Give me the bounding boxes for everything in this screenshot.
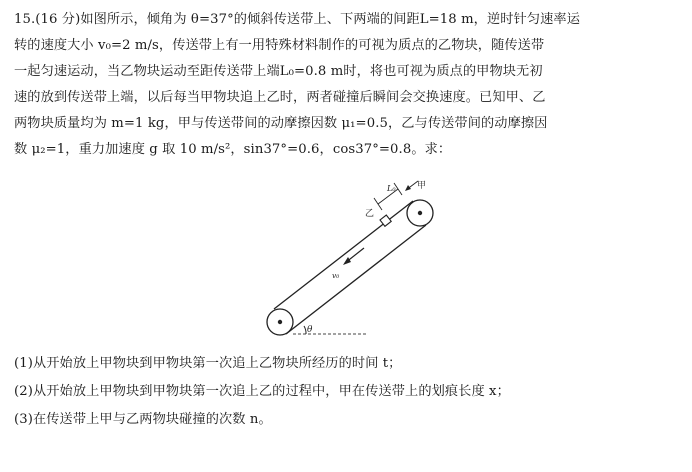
theta-label: θ — [307, 325, 313, 335]
question-3: (3)在传送带上甲与乙两物块碰撞的次数 n。 — [14, 412, 272, 427]
belt-lower-edge — [286, 225, 426, 334]
problem-line-2: 转的速度大小 v₀=2 m/s，传送带上有一用特殊材料制作的可视为质点的乙物块，随传送带 — [14, 38, 545, 53]
problem-line-4: 速的放到传送带上端，以后每当甲物块追上乙时，两者碰撞后瞬间会交换速度。已知甲、乙 — [14, 90, 546, 105]
L0-tick-left — [374, 198, 382, 210]
L0-label: L₀ — [387, 184, 396, 193]
label-yi: 乙 — [365, 209, 375, 219]
problem-line-5: 两物块质量均为 m=1 kg，甲与传送带间的动摩擦因数 μ₁=0.5，乙与传送带间的动摩擦因 — [14, 116, 548, 131]
label-jia: 甲 — [417, 181, 427, 191]
upper-pulley-axle — [418, 211, 422, 215]
problem-line-1: 15.(16 分)如图所示，倾角为 θ=37°的倾斜传送带上、下两端的间距L=18 m，逆时针匀速率运 — [14, 12, 580, 27]
v0-label: v₀ — [332, 271, 340, 280]
question-2: (2)从开始放上甲物块到甲物块第一次追上乙的过程中，甲在传送带上的划痕长度 x； — [14, 384, 510, 399]
question-1: (1)从开始放上甲物块到甲物块第一次追上乙物块所经历的时间 t； — [14, 356, 402, 371]
velocity-arrow-head — [343, 257, 351, 265]
belt-upper-edge — [274, 201, 413, 309]
conveyor-belt-figure — [248, 176, 448, 341]
jia-arrow-head — [405, 185, 411, 191]
theta-arc — [304, 326, 306, 334]
problem-line-3: 一起匀速运动，当乙物块运动至距传送带上端L₀=0.8 m时，将也可视为质点的甲物块无初 — [14, 64, 543, 79]
lower-pulley-axle — [278, 320, 282, 324]
problem-line-6: 数 μ₂=1，重力加速度 g 取 10 m/s²，sin37°=0.6，cos37°=0.8。求： — [14, 142, 452, 157]
